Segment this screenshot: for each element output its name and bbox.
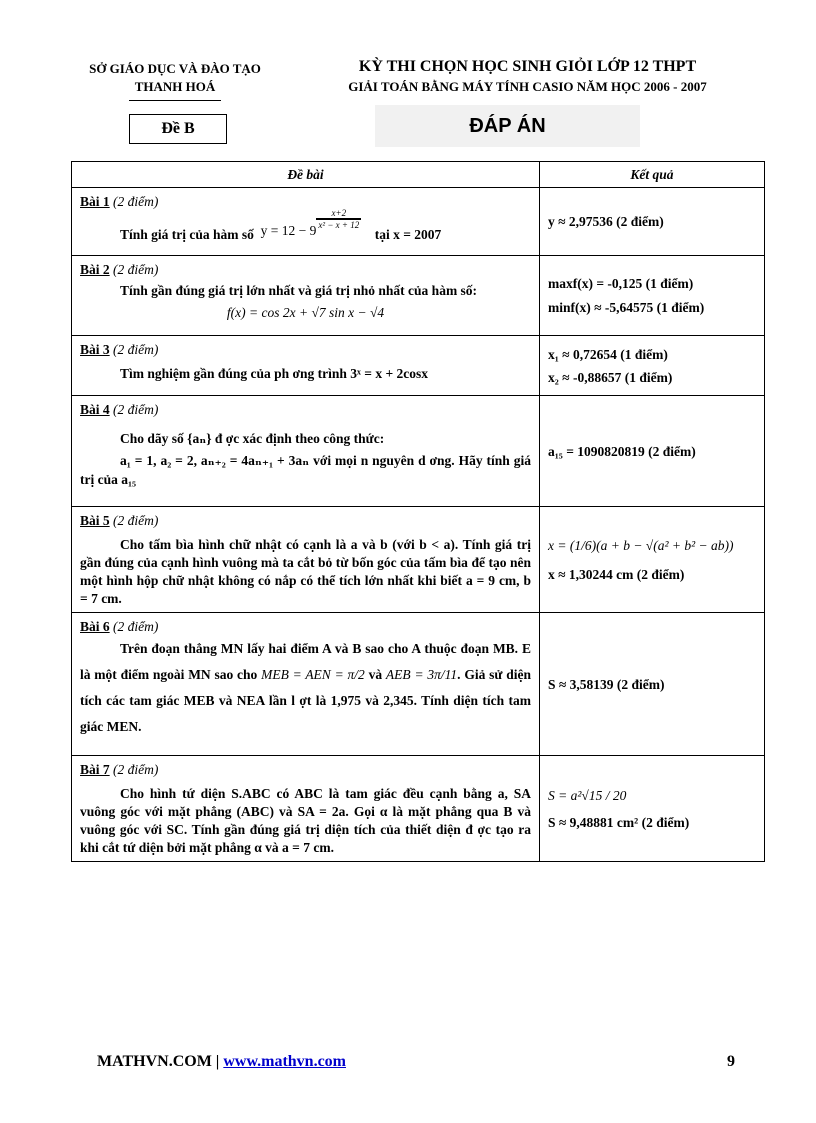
- angle-equation: MEB = AEN = π/2: [261, 667, 365, 682]
- department-name: SỞ GIÁO DỤC VÀ ĐÀO TẠO: [89, 61, 261, 76]
- table-row: [72, 613, 765, 756]
- table-row: [72, 256, 765, 336]
- result-value: x ≈ 1,30244 cm (2 điểm): [548, 566, 685, 582]
- footer-link[interactable]: www.mathvn.com: [223, 1053, 346, 1070]
- exponent-numerator: x+2: [316, 208, 361, 219]
- problem-formula: f(x) = cos 2x + √7 sin x − √4: [226, 305, 385, 320]
- problem-points: (2 điểm): [113, 262, 159, 277]
- result-value: y ≈ 2,97536 (2 điểm): [548, 214, 664, 229]
- question-cell: [72, 756, 540, 862]
- problem-points: (2 điểm): [113, 342, 159, 357]
- column-header-result: Kết quả: [540, 162, 765, 188]
- table-row: [72, 507, 765, 613]
- problem-label: Bài 6: [80, 619, 110, 634]
- problem-points: (2 điểm): [113, 513, 159, 528]
- province-name: THANH HOÁ: [134, 79, 216, 94]
- answer-key-title: ĐÁP ÁN: [375, 105, 640, 147]
- question-cell: [72, 336, 540, 396]
- exam-header: [305, 57, 750, 97]
- problem-text-2: . Giả sử diện tích các tam giác MEB và NEA lần l ợt là 1,975 và 2,345. Tính diện tích tam giác MEN.: [80, 667, 532, 734]
- result-cell: [540, 188, 765, 256]
- table-header-row: [72, 162, 765, 188]
- result-cell: [540, 336, 765, 396]
- question-cell: [72, 256, 540, 336]
- exam-code-box: Đề B: [129, 114, 227, 144]
- footer-site: [97, 1053, 346, 1071]
- problem-text: Trên đoạn thẳng MN lấy hai điểm A và B sao cho A thuộc đoạn MB. E là một điểm ngoài MN sao cho: [80, 641, 531, 682]
- problem-label: Bài 7: [80, 762, 110, 777]
- problem-text: Tính giá trị của hàm số: [120, 226, 254, 242]
- result-cell: [540, 256, 765, 336]
- result-value: x₁ ≈ 0,72654 (1 điểm): [548, 346, 668, 362]
- result-value: S ≈ 3,58139 (2 điểm): [548, 676, 665, 692]
- problem-formula: y = 12 − 9 $\frac{x+2}{\text{x² − x + 12}}$: [260, 207, 360, 238]
- problem-label: Bài 3: [80, 342, 110, 357]
- table-row: [72, 396, 765, 507]
- problem-connector: và: [368, 667, 383, 682]
- problem-points: (2 điểm): [113, 194, 159, 209]
- problem-label: Bài 1: [80, 194, 110, 209]
- exam-subtitle: GIẢI TOÁN BẰNG MÁY TÍNH CASIO NĂM HỌC 2006 - 2007: [348, 79, 707, 94]
- exam-title: KỲ THI CHỌN HỌC SINH GIỎI LỚP 12 THPT: [358, 58, 697, 75]
- footer-brand: MATHVN.COM |: [97, 1053, 220, 1070]
- problem-text-2: tại x = 2007: [374, 226, 442, 242]
- problem-text: Tính gần đúng giá trị lớn nhất và giá trị nhỏ nhất của hàm số:: [120, 283, 478, 298]
- result-formula: S = a²√15 / 20: [548, 787, 627, 803]
- result-value: S ≈ 9,48881 cm² (2 điểm): [548, 814, 690, 830]
- table-row: [72, 756, 765, 862]
- problem-text: Cho dãy số {aₙ} đ ợc xác định theo công thức:: [120, 431, 385, 446]
- problem-points: (2 điểm): [113, 762, 159, 777]
- problem-label: Bài 2: [80, 262, 110, 277]
- result-cell: [540, 507, 765, 613]
- problem-label: Bài 4: [80, 402, 110, 417]
- result-value: a₁₅ = 1090820819 (2 điểm): [548, 443, 696, 459]
- department-header: [70, 60, 280, 101]
- result-value: minf(x) ≈ -5,64575 (1 điểm): [548, 300, 705, 315]
- result-value: maxf(x) = -0,125 (1 điểm): [548, 276, 694, 291]
- problem-label: Bài 5: [80, 513, 110, 528]
- exponent-denominator: x² − x + 12: [318, 219, 360, 230]
- column-header-question: Đề bài: [72, 162, 540, 188]
- answer-table: [71, 161, 765, 862]
- problem-points: (2 điểm): [113, 619, 159, 634]
- result-value: x₂ ≈ -0,88657 (1 điểm): [548, 369, 673, 385]
- problem-text: Cho tấm bìa hình chữ nhật có cạnh là a và b (với b < a). Tính giá trị gần đúng của cạnh hình vuông mà ta cắt bỏ từ bốn góc của tấm bìa để tạo nên một hình hộp chữ nhật không có nắp có thể tích lớn nhất khi biết a = 9 cm, b = 7 cm.: [80, 537, 531, 606]
- problem-text: Cho hình tứ diện S.ABC có ABC là tam giác đều cạnh bằng a, SA vuông góc với mặt phẳng (ABC) và SA = 2a. Gọi α là mặt phẳng qua B và vuông góc với SC. Tính gần đúng giá trị diện tích của thiết diện đ ợc tạo ra khi cắt tứ diện bởi mặt phẳng α và a = 7 cm.: [80, 786, 531, 855]
- question-cell: [72, 507, 540, 613]
- header-divider: [129, 100, 221, 101]
- question-cell: [72, 188, 540, 256]
- table-row: [72, 336, 765, 396]
- result-formula: x = (1/6)(a + b − √(a² + b² − ab)): [548, 537, 734, 553]
- problem-text: Tìm nghiệm gần đúng của ph ơng trình 3ˣ = x + 2cosx: [120, 366, 429, 381]
- page-number: 9: [727, 1053, 735, 1070]
- problem-points: (2 điểm): [113, 402, 159, 417]
- angle-aeb: AEB = 3π/11: [385, 667, 458, 682]
- question-cell: [72, 613, 540, 756]
- table-row: [72, 188, 765, 256]
- question-cell: [72, 396, 540, 507]
- result-cell: [540, 396, 765, 507]
- problem-text-2: a₁ = 1, a₂ = 2, aₙ₊₂ = 4aₙ₊₁ + 3aₙ với mọi n nguyên d ơng. Hãy tính giá trị của a₁₅: [80, 453, 531, 487]
- result-cell: [540, 613, 765, 756]
- result-cell: [540, 756, 765, 862]
